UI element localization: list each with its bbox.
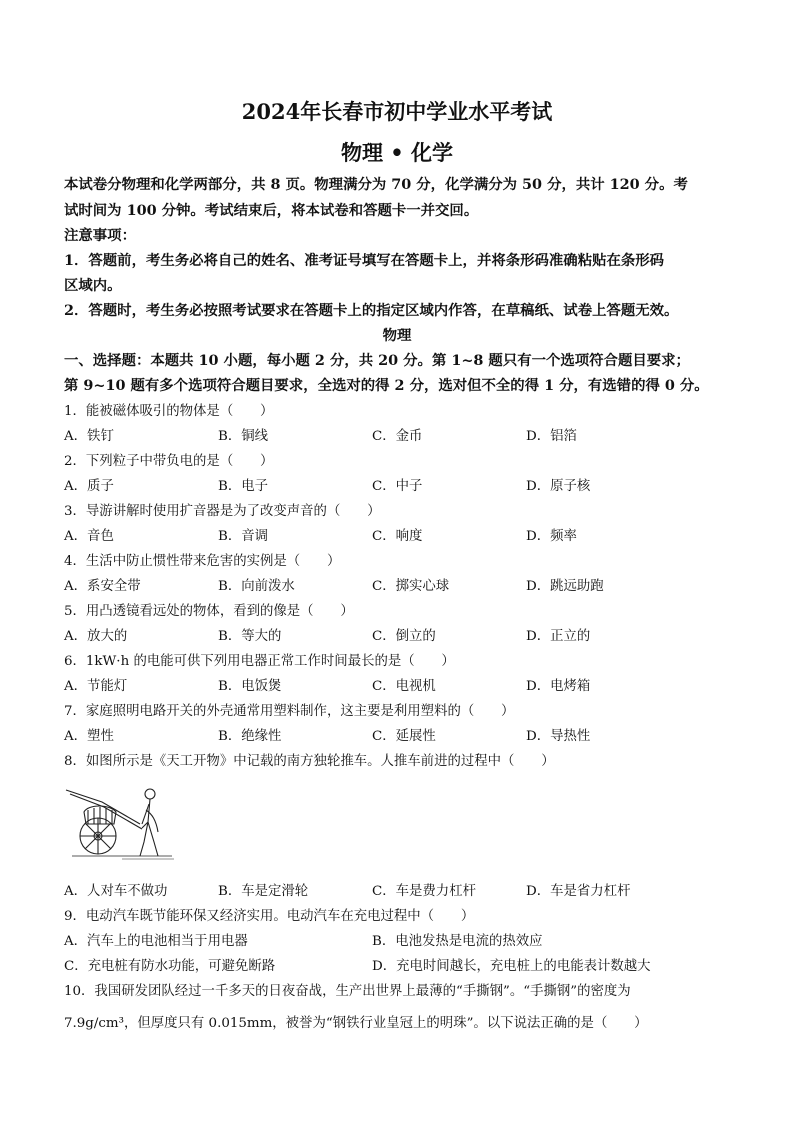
q1-option-c: C．金币	[372, 429, 423, 444]
q6-option-d: D．电烤箱	[526, 679, 591, 694]
question-7: 7．家庭照明电路开关的外壳通常用塑料制作，这主要是利用塑料的（ ）	[64, 704, 515, 719]
q4-option-b: B．向前泼水	[218, 579, 295, 594]
q8-option-c: C．车是费力杠杆	[372, 884, 476, 899]
q5-option-a: A．放大的	[64, 629, 128, 644]
question-5: 5．用凸透镜看远处的物体，看到的像是（ ）	[64, 604, 354, 619]
q7-option-d: D．导热性	[526, 729, 591, 744]
notice-1-cont: 区域内。	[64, 277, 122, 294]
exam-title: 2024年长春市初中学业水平考试	[241, 99, 553, 124]
q2-option-a: A．质子	[64, 479, 114, 494]
intro-line-2: 试时间为 100 分钟。考试结束后，将本试卷和答题卡一并交回。	[64, 202, 479, 219]
q1-option-b: B．铜线	[218, 429, 269, 444]
notice-2: 2．答题时，考生务必按照考试要求在答题卡上的指定区域内作答，在草稿纸、试卷上答题无效。	[64, 302, 679, 319]
notice-1: 1．答题前，考生务必将自己的姓名、准考证号填写在答题卡上，并将条形码准确粘贴在条形码	[64, 252, 665, 269]
q7-option-b: B．绝缘性	[218, 729, 282, 744]
q7-option-c: C．延展性	[372, 729, 436, 744]
q4-option-d: D．跳远助跑	[526, 579, 604, 594]
q9-option-c: C．充电桩有防水功能，可避免断路	[64, 959, 276, 974]
q4-option-a: A．系安全带	[64, 579, 141, 594]
q4-option-c: C．掷实心球	[372, 579, 450, 594]
q5-option-c: C．倒立的	[372, 629, 436, 644]
exam-subtitle: 物理 • 化学	[340, 140, 454, 165]
part-heading-2: 第 9~10 题有多个选项符合题目要求，全选对的得 2 分，选对但不全的得 1 分，有选错的得 0 分。	[64, 377, 709, 394]
q1-option-d: D．铝箔	[526, 429, 577, 444]
q3-option-a: A．音色	[64, 529, 114, 544]
q2-option-c: C．中子	[372, 479, 423, 494]
question-3: 3．导游讲解时使用扩音器是为了改变声音的（ ）	[64, 504, 381, 519]
q3-option-b: B．音调	[218, 529, 269, 544]
question-8: 8．如图所示是《天工开物》中记载的南方独轮推车。人推车前进的过程中（ ）	[64, 754, 555, 769]
q1-option-a: A．铁钉	[64, 429, 114, 444]
intro-line-1: 本试卷分物理和化学两部分，共 8 页。物理满分为 70 分，化学满分为 50 分，共计 120 分。考	[64, 176, 688, 193]
question-4: 4．生活中防止惯性带来危害的实例是（ ）	[64, 554, 341, 569]
wheelbarrow-illustration	[62, 780, 182, 865]
q9-option-a: A．汽车上的电池相当于用电器	[64, 934, 248, 949]
q9-option-b: B．电池发热是电流的热效应	[372, 934, 543, 949]
q8-option-d: D．车是省力杠杆	[526, 884, 631, 899]
q3-option-c: C．响度	[372, 529, 423, 544]
q8-option-b: B．车是定滑轮	[218, 884, 309, 899]
q6-option-b: B．电饭煲	[218, 679, 282, 694]
q7-option-a: A．塑性	[64, 729, 114, 744]
question-10-cont: 7.9g/cm³，但厚度只有 0.015mm，被誉为“钢铁行业皇冠上的明珠”。以下说法正确的是（ ）	[64, 1016, 648, 1031]
q5-option-b: B．等大的	[218, 629, 282, 644]
question-1: 1．能被磁体吸引的物体是（ ）	[64, 404, 274, 419]
q3-option-d: D．频率	[526, 529, 577, 544]
question-6: 6．1kW·h 的电能可供下列用电器正常工作时间最长的是（ ）	[64, 654, 455, 669]
question-2: 2．下列粒子中带负电的是（ ）	[64, 454, 274, 469]
notice-heading: 注意事项：	[64, 227, 136, 244]
q5-option-d: D．正立的	[526, 629, 591, 644]
q2-option-d: D．原子核	[526, 479, 591, 494]
part-heading-1: 一、选择题：本题共 10 小题，每小题 2 分，共 20 分。第 1~8 题只有一个选项符合题目要求；	[64, 352, 690, 369]
section-title: 物理	[382, 327, 412, 344]
q2-option-b: B．电子	[218, 479, 269, 494]
q6-option-a: A．节能灯	[64, 679, 128, 694]
q6-option-c: C．电视机	[372, 679, 436, 694]
q8-option-a: A．人对车不做功	[64, 884, 168, 899]
question-10: 10．我国研发团队经过一千多天的日夜奋战，生产出世界上最薄的“手撕钢”。“手撕钢”的密度为	[64, 984, 631, 999]
question-9: 9．电动汽车既节能环保又经济实用。电动汽车在充电过程中（ ）	[64, 909, 475, 924]
q9-option-d: D．充电时间越长，充电桩上的电能表计数越大	[372, 959, 651, 974]
